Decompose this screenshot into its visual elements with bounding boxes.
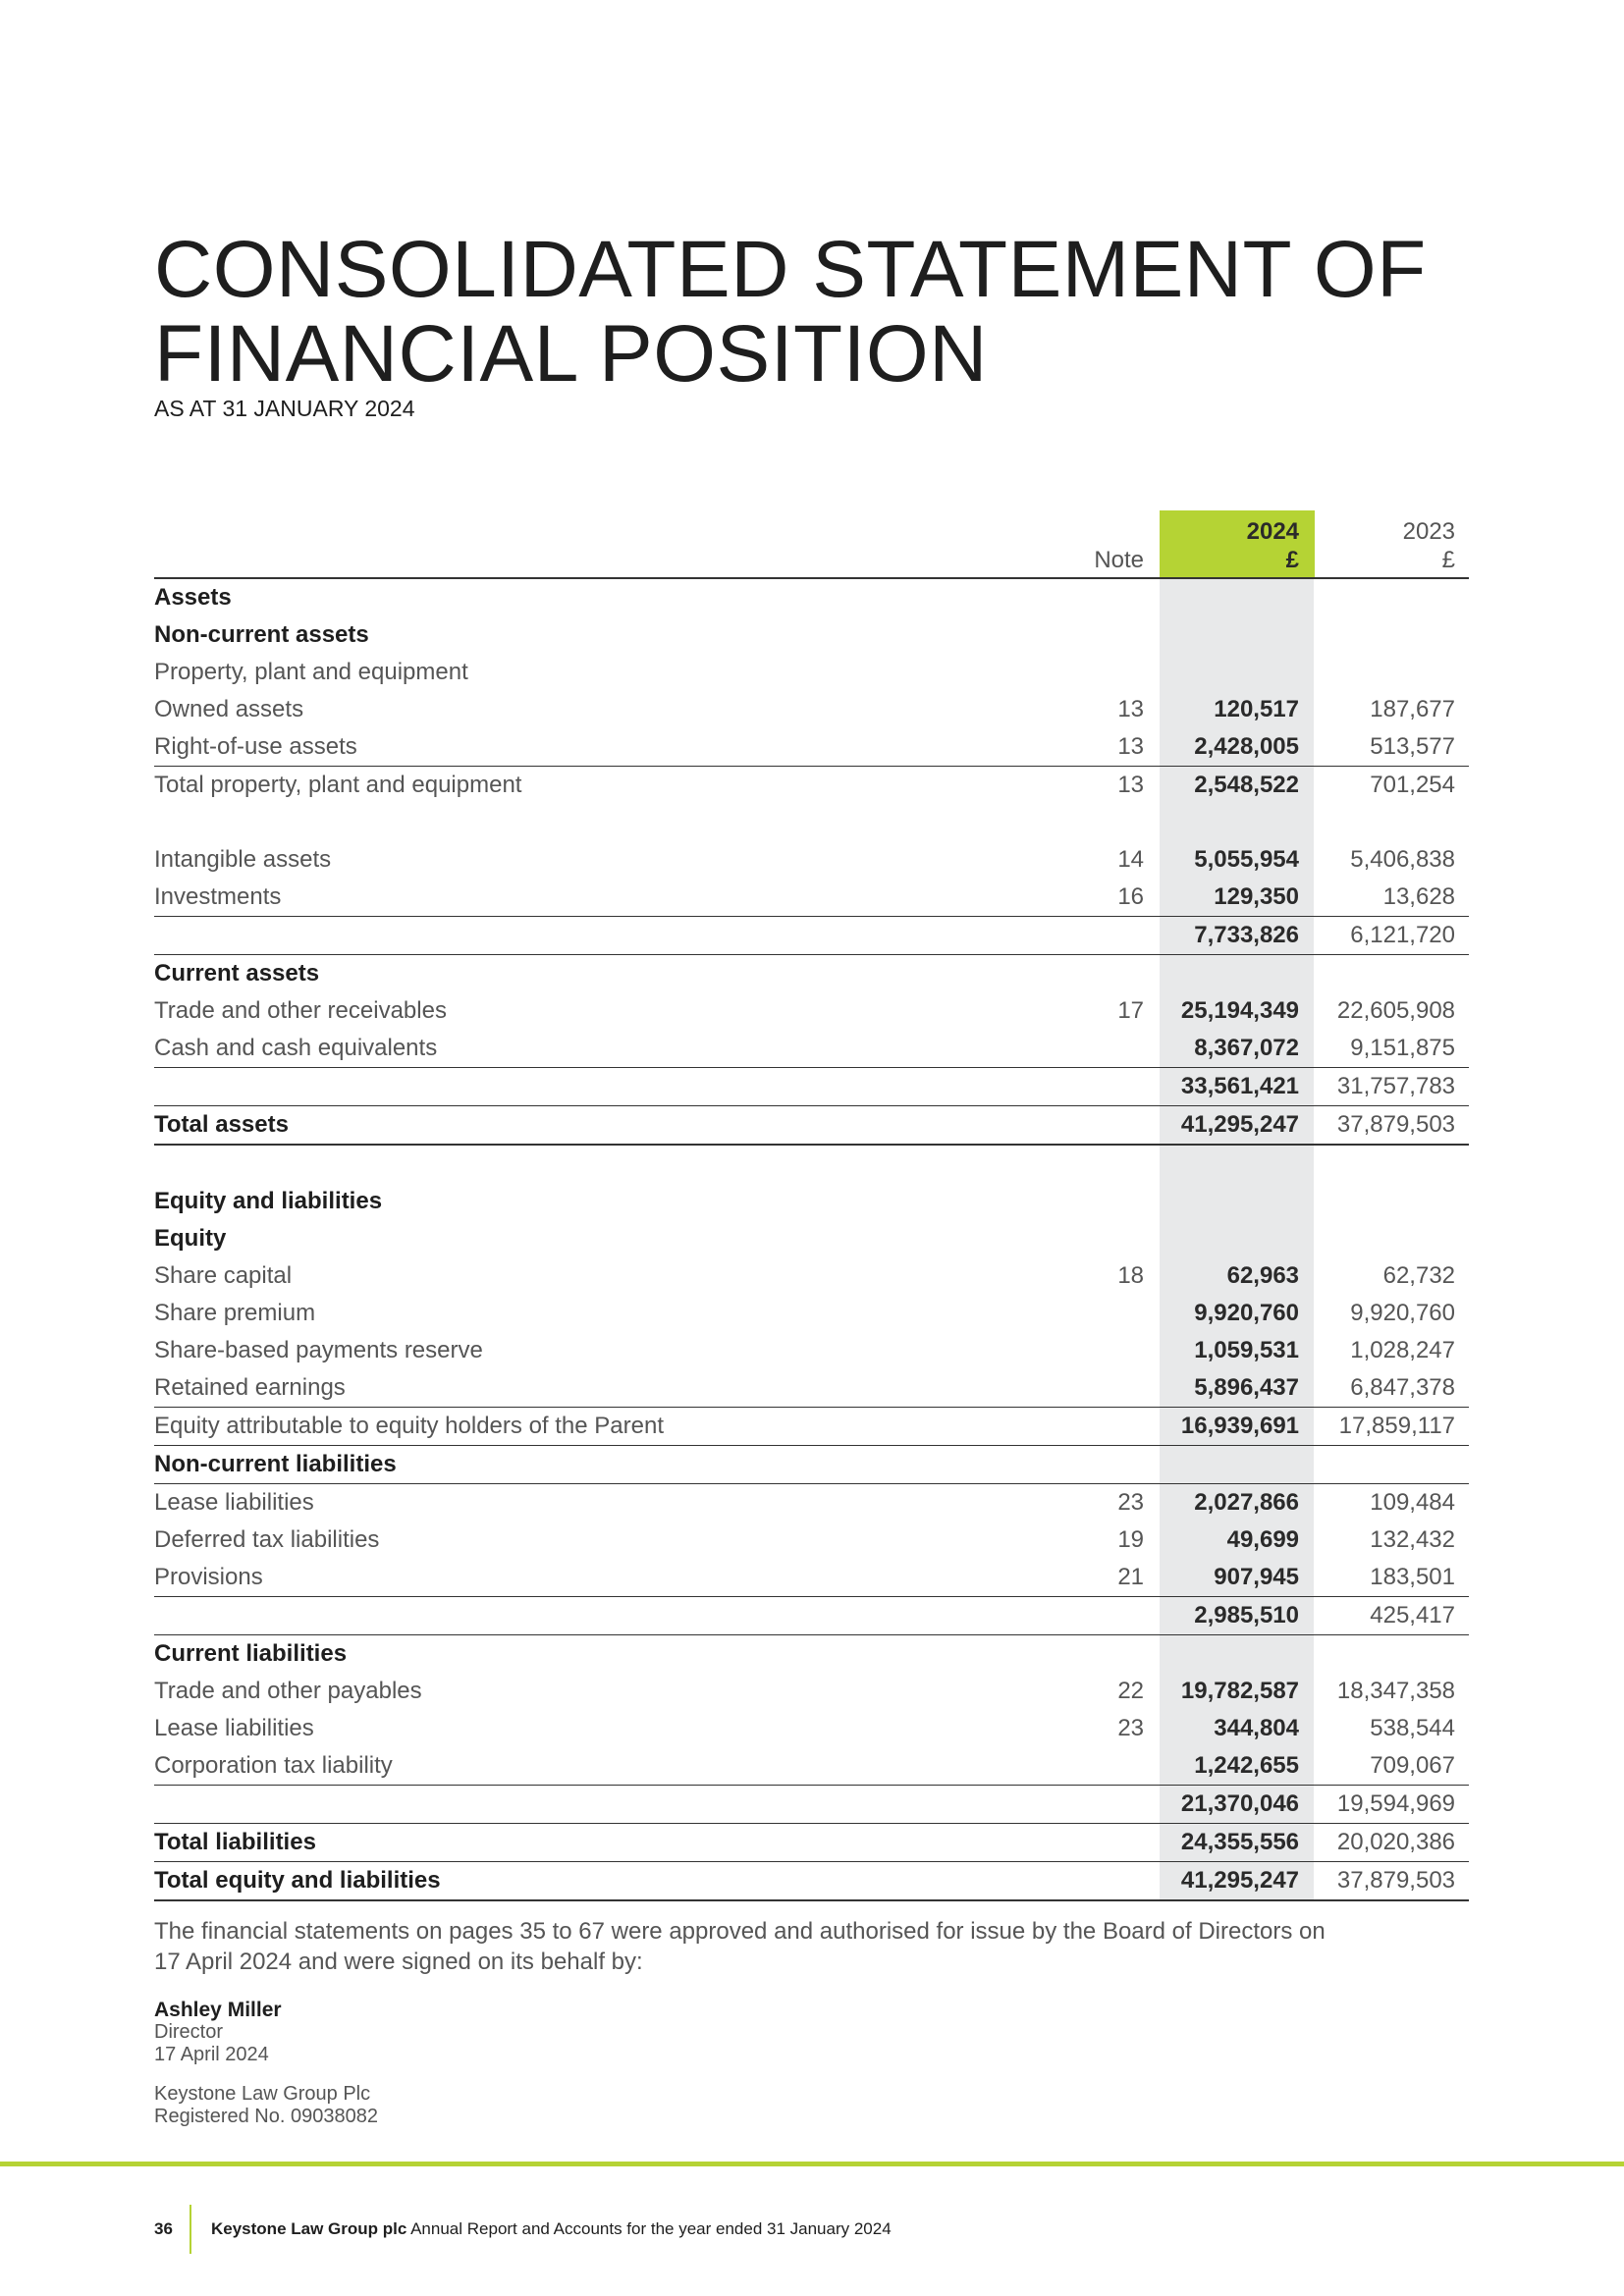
row-note: 13 [1117, 733, 1145, 760]
table-row [154, 1332, 1469, 1369]
row-label: Lease liabilities [154, 1715, 314, 1741]
row-note [930, 1408, 1160, 1446]
table-spacer-row [154, 1145, 1469, 1183]
row-value-2023 [1315, 804, 1469, 841]
footer-separator [189, 2205, 191, 2254]
row-label [154, 1597, 930, 1635]
row-value-2024 [1160, 1635, 1315, 1674]
row-value-2023: 187,677 [1370, 696, 1456, 722]
row-value-2023: 9,151,875 [1350, 1035, 1456, 1061]
footer-accent-rule [0, 2162, 1624, 2166]
row-value-2023 [1315, 578, 1469, 616]
row-label: Investments [154, 883, 282, 910]
row-value-2023: 13,628 [1382, 883, 1456, 910]
row-value-2024: 41,295,247 [1160, 1106, 1315, 1146]
row-note: 23 [1117, 1715, 1145, 1741]
row-note [930, 578, 1160, 616]
row-note: 19 [1117, 1526, 1145, 1553]
table-header-row [154, 510, 1469, 578]
table-row [154, 1673, 1469, 1710]
header-prior-year-label: 2023 [1402, 518, 1456, 545]
row-value-2023: 1,028,247 [1350, 1337, 1456, 1363]
row-value-2024 [1160, 1446, 1315, 1484]
row-value-2024: 2,428,005 [1194, 733, 1300, 760]
row-value-2023 [1315, 1220, 1469, 1257]
row-note: 14 [1117, 846, 1145, 873]
row-label [154, 804, 930, 841]
table-total-row [154, 1824, 1469, 1862]
row-value-2023: 22,605,908 [1336, 997, 1456, 1024]
row-label: Share-based payments reserve [154, 1337, 483, 1363]
row-value-2024 [1160, 654, 1315, 691]
row-value-2024 [1160, 616, 1315, 654]
table-section-row [154, 1635, 1469, 1674]
row-label: Owned assets [154, 696, 304, 722]
signatory-role: Director [154, 2021, 224, 2043]
row-value-2024: 24,355,556 [1160, 1824, 1315, 1862]
row-note [930, 616, 1160, 654]
table-row [154, 1747, 1469, 1786]
table-row [154, 992, 1469, 1030]
row-value-2024: 1,059,531 [1194, 1337, 1300, 1363]
row-note: 21 [1117, 1564, 1145, 1590]
row-value-2024 [1160, 804, 1315, 841]
row-note: 18 [1117, 1262, 1145, 1289]
row-value-2024: 907,945 [1214, 1564, 1300, 1590]
table-spacer-row [154, 804, 1469, 841]
table-row [154, 1369, 1469, 1408]
row-value-2023: 132,432 [1370, 1526, 1456, 1553]
row-value-2024: 2,548,522 [1160, 767, 1315, 805]
row-note [930, 1295, 1160, 1332]
approval-statement [154, 1916, 1431, 1977]
signature-block [154, 1999, 282, 2066]
row-note [930, 1220, 1160, 1257]
page-number: 36 [154, 2219, 173, 2238]
page-subtitle: AS AT 31 JANUARY 2024 [154, 396, 415, 421]
header-current-unit: £ [1285, 547, 1300, 573]
header-current-year-label: 2024 [1246, 518, 1300, 545]
table-row [154, 691, 1469, 728]
table-row [154, 1257, 1469, 1295]
table-section-row [154, 578, 1469, 616]
row-value-2024 [1160, 578, 1315, 616]
row-value-2023: 6,847,378 [1350, 1374, 1456, 1401]
row-note: 13 [930, 767, 1160, 805]
row-value-2024: 9,920,760 [1194, 1300, 1300, 1326]
row-value-2024: 5,896,437 [1194, 1374, 1300, 1401]
row-value-2024: 33,561,421 [1160, 1068, 1315, 1106]
table-row [154, 728, 1469, 767]
row-value-2024: 1,242,655 [1194, 1752, 1300, 1779]
row-label [154, 1145, 930, 1183]
table-row [154, 1522, 1469, 1559]
title-line-2: FINANCIAL POSITION [154, 309, 988, 399]
row-label: Trade and other receivables [154, 997, 447, 1024]
row-value-2023: 709,067 [1370, 1752, 1456, 1779]
table-row [154, 1030, 1469, 1068]
table-row [154, 1408, 1469, 1446]
row-note [930, 1332, 1160, 1369]
header-current-year [1160, 510, 1315, 578]
row-label: Non-current liabilities [154, 1446, 930, 1484]
table-row [154, 767, 1469, 805]
company-name: Keystone Law Group Plc [154, 2083, 371, 2105]
row-value-2023 [1315, 955, 1469, 993]
table-row [154, 1484, 1469, 1522]
row-value-2023: 18,347,358 [1336, 1678, 1456, 1704]
row-value-2024: 21,370,046 [1160, 1786, 1315, 1824]
row-value-2023 [1315, 1635, 1469, 1674]
row-value-2024 [1160, 1220, 1315, 1257]
row-value-2023: 17,859,117 [1315, 1408, 1469, 1446]
row-label: Total property, plant and equipment [154, 767, 930, 805]
row-value-2023: 183,501 [1370, 1564, 1456, 1590]
table-total-row [154, 1862, 1469, 1901]
row-note [930, 1145, 1160, 1183]
row-label: Share capital [154, 1262, 293, 1289]
table-row [154, 1786, 1469, 1824]
table-section-row [154, 1183, 1469, 1220]
row-label: Provisions [154, 1564, 263, 1590]
row-note [930, 1446, 1160, 1484]
row-value-2023: 109,484 [1315, 1484, 1469, 1522]
row-label: Total liabilities [154, 1824, 930, 1862]
row-note [930, 917, 1160, 955]
row-value-2024: 5,055,954 [1194, 846, 1300, 873]
row-label: Deferred tax liabilities [154, 1526, 380, 1553]
signatory-name: Ashley Miller [154, 1999, 282, 2021]
row-value-2024: 62,963 [1226, 1262, 1300, 1289]
row-note [930, 1030, 1160, 1068]
row-label: Intangible assets [154, 846, 332, 873]
page-title [154, 225, 1427, 399]
row-label: Cash and cash equivalents [154, 1035, 438, 1061]
row-value-2024: 16,939,691 [1160, 1408, 1315, 1446]
footer-report-title: Annual Report and Accounts for the year ended 31 January 2024 [406, 2219, 892, 2238]
table-row [154, 1068, 1469, 1106]
row-value-2023: 19,594,969 [1315, 1786, 1469, 1824]
row-value-2023: 62,732 [1382, 1262, 1456, 1289]
row-label: Total equity and liabilities [154, 1862, 930, 1901]
header-prior-year [1315, 510, 1469, 578]
row-value-2023: 37,879,503 [1315, 1106, 1469, 1146]
row-label: Equity and liabilities [154, 1188, 383, 1214]
row-value-2023: 513,577 [1370, 733, 1456, 760]
row-note [930, 1747, 1160, 1786]
table-row [154, 1559, 1469, 1597]
row-note: 22 [1117, 1678, 1145, 1704]
row-value-2023 [1315, 616, 1469, 654]
row-label: Retained earnings [154, 1374, 346, 1401]
table-section-row [154, 1220, 1469, 1257]
row-value-2023: 6,121,720 [1315, 917, 1469, 955]
financial-position-table-wrapper [154, 510, 1469, 1901]
table-row [154, 1710, 1469, 1747]
row-note [930, 654, 1160, 691]
row-value-2024 [1160, 1183, 1315, 1220]
table-row [154, 917, 1469, 955]
row-note [930, 1597, 1160, 1635]
row-note: 16 [1117, 883, 1145, 910]
row-value-2024: 8,367,072 [1194, 1035, 1300, 1061]
row-value-2023 [1315, 654, 1469, 691]
row-note [930, 1068, 1160, 1106]
financial-position-table [154, 510, 1469, 1901]
row-value-2024: 41,295,247 [1160, 1862, 1315, 1901]
row-value-2024 [1160, 955, 1315, 993]
table-row [154, 654, 1469, 691]
row-label: Corporation tax liability [154, 1752, 393, 1779]
row-value-2024: 120,517 [1214, 696, 1300, 722]
row-value-2024: 19,782,587 [1180, 1678, 1300, 1704]
row-label: Right-of-use assets [154, 733, 357, 760]
table-section-row [154, 616, 1469, 654]
table-row [154, 1597, 1469, 1635]
approval-text-line-1: The financial statements on pages 35 to 67 were approved and authorised for issue by the Board of Directors on [154, 1918, 1326, 1945]
row-note [930, 1183, 1160, 1220]
row-value-2023: 5,406,838 [1350, 846, 1456, 873]
table-total-row [154, 1106, 1469, 1146]
row-value-2023: 538,544 [1370, 1715, 1456, 1741]
row-label: Trade and other payables [154, 1678, 422, 1704]
row-label: Non-current assets [154, 621, 369, 648]
row-value-2023 [1315, 1145, 1469, 1183]
row-note [930, 1635, 1160, 1674]
company-registration: Registered No. 09038082 [154, 2106, 378, 2127]
table-row [154, 841, 1469, 879]
row-value-2023: 425,417 [1315, 1597, 1469, 1635]
approval-text-line-2: 17 April 2024 and were signed on its behalf by: [154, 1949, 643, 1975]
row-label: Assets [154, 584, 232, 611]
row-value-2024: 2,027,866 [1160, 1484, 1315, 1522]
row-value-2023 [1315, 1183, 1469, 1220]
row-label [154, 1786, 930, 1824]
row-value-2024: 129,350 [1214, 883, 1300, 910]
row-note [930, 1824, 1160, 1862]
row-label: Lease liabilities [154, 1484, 930, 1522]
signatory-date: 17 April 2024 [154, 2044, 269, 2065]
row-label: Current assets [154, 955, 930, 993]
row-note: 23 [930, 1484, 1160, 1522]
table-section-row [154, 955, 1469, 993]
row-value-2023: 20,020,386 [1315, 1824, 1469, 1862]
row-value-2024: 344,804 [1214, 1715, 1300, 1741]
row-label [154, 917, 930, 955]
row-value-2024: 2,985,510 [1160, 1597, 1315, 1635]
row-value-2023 [1315, 1446, 1469, 1484]
row-note [930, 1862, 1160, 1901]
row-note [930, 1786, 1160, 1824]
row-value-2024: 49,699 [1226, 1526, 1300, 1553]
row-note [930, 1369, 1160, 1408]
footer-company: Keystone Law Group plc [211, 2219, 407, 2238]
row-label: Property, plant and equipment [154, 659, 468, 685]
row-value-2024 [1160, 1145, 1315, 1183]
row-note: 13 [1117, 696, 1145, 722]
row-value-2023: 31,757,783 [1315, 1068, 1469, 1106]
row-label: Current liabilities [154, 1635, 930, 1674]
row-value-2024: 7,733,826 [1160, 917, 1315, 955]
header-label-cell [154, 510, 930, 578]
header-prior-unit: £ [1441, 547, 1456, 573]
row-note [930, 955, 1160, 993]
row-note: 17 [1117, 997, 1145, 1024]
row-label: Share premium [154, 1300, 316, 1326]
row-value-2023: 701,254 [1315, 767, 1469, 805]
row-value-2023: 37,879,503 [1315, 1862, 1469, 1901]
row-value-2023: 9,920,760 [1350, 1300, 1456, 1326]
company-details [154, 2083, 378, 2128]
title-line-1: CONSOLIDATED STATEMENT OF [154, 225, 1427, 314]
footer-text [211, 2219, 892, 2239]
table-row [154, 1295, 1469, 1332]
row-label: Equity [154, 1225, 227, 1252]
row-label: Total assets [154, 1106, 930, 1146]
row-note [930, 1106, 1160, 1146]
row-note [930, 804, 1160, 841]
table-row [154, 879, 1469, 917]
row-value-2024: 25,194,349 [1180, 997, 1300, 1024]
row-label: Equity attributable to equity holders of the Parent [154, 1408, 930, 1446]
header-note: Note [930, 510, 1160, 578]
row-label [154, 1068, 930, 1106]
table-section-row [154, 1446, 1469, 1484]
